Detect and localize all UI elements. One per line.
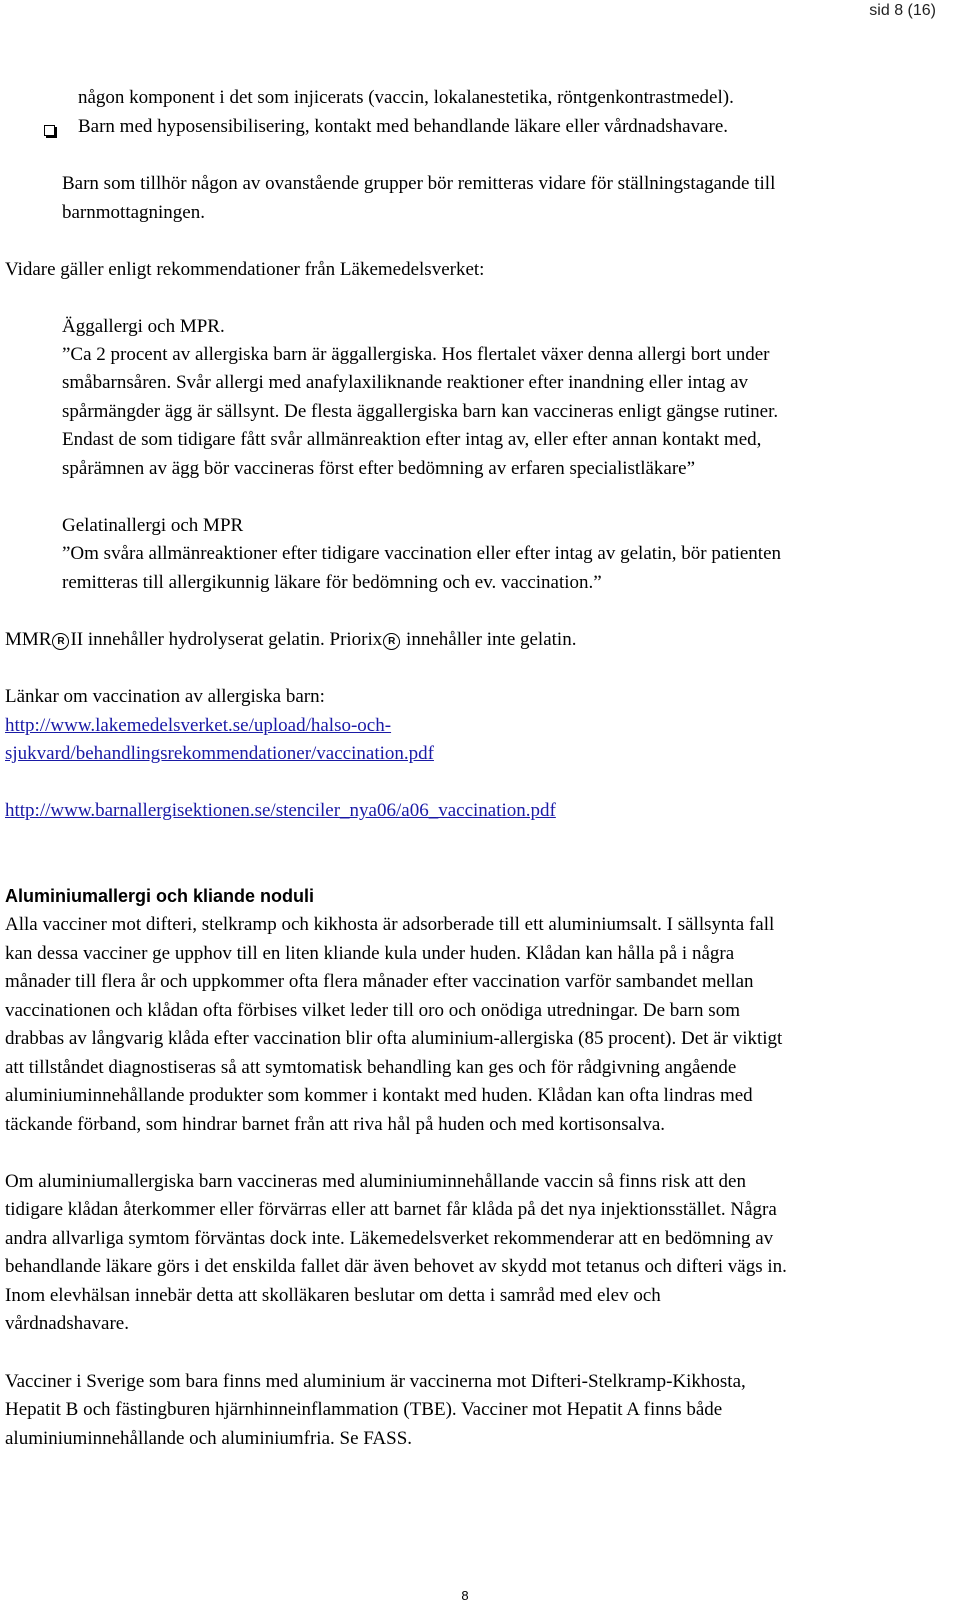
- aluminium-para-1-line: kan dessa vacciner ge upphov till en liten kliande kula under huden. Klådan kan hålla på i några: [5, 943, 735, 964]
- checkbox-bullet-icon: [44, 125, 55, 136]
- bullet-item: Barn med hyposensibilisering, kontakt med behandlande läkare eller vårdnadshavare.: [78, 116, 728, 137]
- remit-line-2: barnmottagningen.: [62, 202, 205, 223]
- egg-quote-line: Endast de som tidigare fått svår allmänreaktion efter intag av, eller efter annan kontakt med,: [62, 429, 762, 450]
- page-header-label: sid 8 (16): [869, 2, 936, 19]
- aluminium-para-2-line: Om aluminiumallergiska barn vaccineras med aluminiuminnehållande vaccin så finns risk att den: [5, 1171, 746, 1192]
- gelatin-quote-line: remitteras till allergikunnig läkare för bedömning och ev. vaccination.”: [62, 572, 602, 593]
- aluminium-para-2-line: tidigare klådan återkommer eller förvärras eller att barnet får klåda på det nya injektionsstället. Några: [5, 1199, 777, 1220]
- intro-line: någon komponent i det som injicerats (vaccin, lokalanestetika, röntgenkontrastmedel).: [78, 87, 734, 108]
- lakemedelsverket-link[interactable]: http://www.lakemedelsverket.se/upload/halso-och-: [5, 715, 392, 736]
- priorix-text: innehåller inte gelatin.: [401, 629, 577, 650]
- aluminium-para-1-line: vaccinationen och klådan ofta förbises vilket leder till oro och onödiga utredningar. De barn som: [5, 1000, 740, 1021]
- mmr-text: MMR: [5, 629, 52, 650]
- aluminium-para-1-line: täckande förband, som hindrar barnet från att riva hål på huden och med kortisonsalva.: [5, 1114, 666, 1135]
- gelatin-quote-line: ”Om svåra allmänreaktioner efter tidigare vaccination eller efter intag av gelatin, bör patienten: [62, 543, 782, 564]
- egg-quote-line: spårmängder ägg är sällsynt. De flesta äggallergiska barn kan vaccineras enligt gängse rutiner.: [62, 401, 779, 422]
- egg-allergy-title: Äggallergi och MPR.: [62, 316, 225, 337]
- aluminium-para-3-line: Vacciner i Sverige som bara finns med aluminium är vaccinerna mot Difteri-Stelkramp-Kikhosta,: [5, 1371, 746, 1392]
- aluminium-section-heading: Aluminiumallergi och kliande noduli: [5, 886, 315, 906]
- lakemedelsverket-link[interactable]: sjukvard/behandlingsrekommendationer/vaccination.pdf: [5, 743, 434, 764]
- remit-line-1: Barn som tillhör någon av ovanstående grupper bör remitteras vidare för ställningstagande till: [62, 173, 776, 194]
- aluminium-para-3-line: Hepatit B och fästingburen hjärnhinneinflammation (TBE). Vacciner mot Hepatit A finns både: [5, 1399, 723, 1420]
- aluminium-para-2-line: Inom elevhälsan innebär detta att skolläkaren beslutar om detta i samråd med elev och: [5, 1285, 661, 1306]
- recommendation-heading: Vidare gäller enligt rekommendationer från Läkemedelsverket:: [5, 259, 485, 280]
- aluminium-para-1-line: Alla vacciner mot difteri, stelkramp och kikhosta är adsorberade till ett aluminiumsalt. I sällsynta fall: [5, 914, 775, 935]
- egg-quote-line: spårämnen av ägg bör vaccineras först efter bedömning av erfaren specialistläkare”: [62, 458, 696, 479]
- aluminium-para-1-line: aluminiuminnehållande produkter som kommer i kontakt med huden. Klådan kan ofta lindras med: [5, 1085, 753, 1106]
- gelatin-allergy-title: Gelatinallergi och MPR: [62, 515, 244, 536]
- aluminium-para-2-line: behandlande läkare görs i det enskilda fallet där även behovet av skydd mot tetanus och difteri vägs in.: [5, 1256, 787, 1277]
- aluminium-para-3-line: aluminiuminnehållande och aluminiumfria. Se FASS.: [5, 1428, 413, 1449]
- aluminium-para-1-line: månader till flera år och uppkommer ofta flera månader efter vaccination varför sambandet mellan: [5, 971, 754, 992]
- page-number: 8: [461, 1588, 469, 1603]
- mmr-text: II innehåller hydrolyserat gelatin. Priorix: [70, 629, 383, 650]
- registered-trademark-icon: R: [383, 633, 400, 650]
- aluminium-para-2-line: andra allvarliga symtom förväntas dock inte. Läkemedelsverket rekommenderar att en bedömning av: [5, 1228, 774, 1249]
- aluminium-para-1-line: att tillståndet diagnostiseras så att symtomatisk behandling kan ges och för rådgivning angående: [5, 1057, 737, 1078]
- aluminium-para-1-line: drabbas av långvarig klåda efter vaccination blir ofta aluminium-allergiska (85 procent). Det är viktigt: [5, 1028, 783, 1049]
- aluminium-para-2-line: vårdnadshavare.: [5, 1313, 129, 1334]
- registered-trademark-icon: R: [52, 633, 69, 650]
- egg-quote-line: ”Ca 2 procent av allergiska barn är äggallergiska. Hos flertalet växer denna allergi bort under: [62, 344, 770, 365]
- egg-quote-line: småbarnsåren. Svår allergi med anafylaxiliknande reaktioner efter inandning eller intag av: [62, 372, 749, 393]
- barnallergisektionen-link[interactable]: http://www.barnallergisektionen.se/stenciler_nya06/a06_vaccination.pdf: [5, 800, 556, 821]
- mmr-gelatin-note: [5, 626, 576, 654]
- links-heading: Länkar om vaccination av allergiska barn:: [5, 686, 325, 707]
